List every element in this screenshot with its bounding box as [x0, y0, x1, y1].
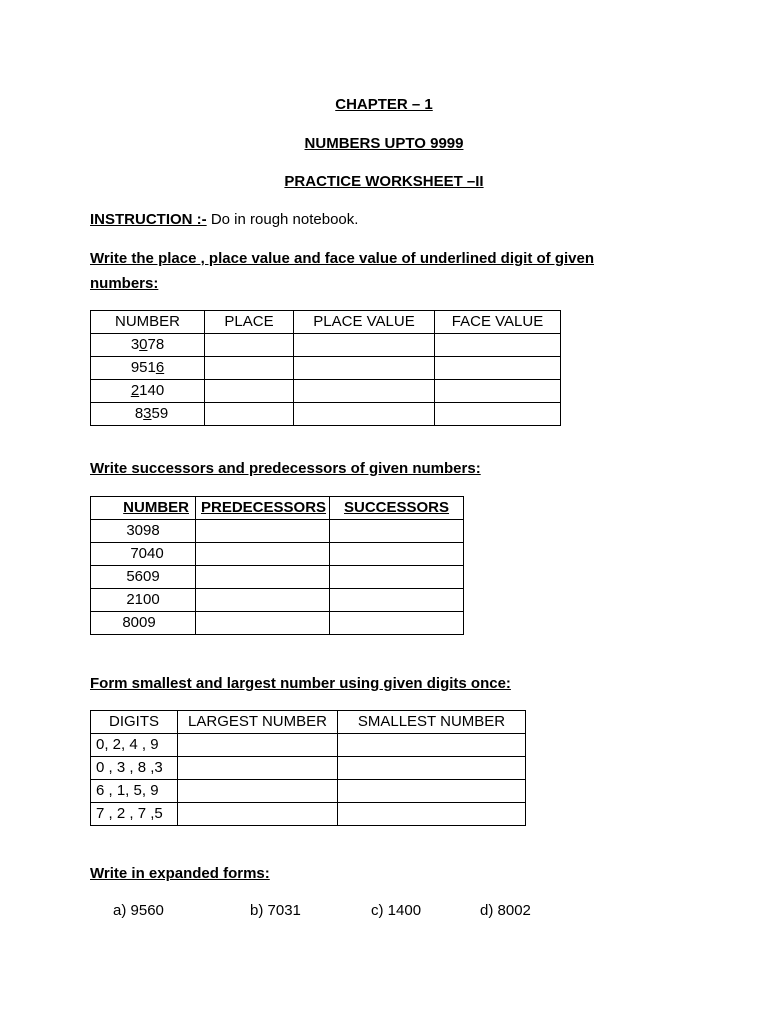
number-cell: 8009: [91, 612, 196, 635]
answer-cell[interactable]: [178, 734, 338, 757]
answer-cell[interactable]: [435, 357, 561, 380]
answer-cell[interactable]: [178, 803, 338, 826]
digits-cell: 0, 2, 4 , 9: [91, 734, 178, 757]
answer-cell[interactable]: [330, 520, 464, 543]
underlined-digit: 6: [155, 359, 165, 376]
table-header-row: [91, 311, 561, 334]
answer-cell[interactable]: [205, 357, 294, 380]
answer-cell[interactable]: [338, 803, 526, 826]
answer-cell[interactable]: [330, 612, 464, 635]
header-digits: DIGITS: [91, 711, 178, 734]
answer-cell[interactable]: [178, 780, 338, 803]
header-face-value: FACE VALUE: [435, 311, 561, 334]
answer-cell[interactable]: [330, 589, 464, 612]
answer-cell[interactable]: [178, 757, 338, 780]
topic-heading: NUMBERS UPTO 9999: [304, 135, 464, 152]
answer-cell[interactable]: [196, 612, 330, 635]
answer-cell[interactable]: [196, 543, 330, 566]
instruction-label: INSTRUCTION :-: [90, 211, 207, 228]
header-place: PLACE: [205, 311, 294, 334]
number-cell: 5609: [91, 566, 196, 589]
answer-cell[interactable]: [205, 403, 294, 426]
q3-title: Form smallest and largest number using given digits once:: [90, 675, 511, 692]
underlined-digit: 3: [143, 405, 152, 422]
answer-cell[interactable]: [294, 403, 435, 426]
expanded-item-d: d) 8002: [480, 902, 531, 919]
expanded-item-c: c) 1400: [371, 902, 422, 919]
table-row: [91, 520, 464, 543]
table-row: [91, 780, 526, 803]
header-number: NUMBER: [91, 311, 205, 334]
digits-cell: 6 , 1, 5, 9: [91, 780, 178, 803]
answer-cell[interactable]: [196, 589, 330, 612]
answer-cell[interactable]: [338, 734, 526, 757]
table-row: [91, 589, 464, 612]
answer-cell[interactable]: [196, 520, 330, 543]
header-place-value: PLACE VALUE: [294, 311, 435, 334]
successor-table: [90, 496, 464, 635]
number-cell: 2140: [91, 380, 205, 403]
table-row: [91, 734, 526, 757]
table-header-row: [91, 497, 464, 520]
header-successors: SUCCESSORS: [330, 497, 464, 520]
worksheet-heading: PRACTICE WORKSHEET –II: [284, 173, 484, 190]
place-value-table: [90, 310, 561, 426]
answer-cell[interactable]: [435, 403, 561, 426]
answer-cell[interactable]: [294, 334, 435, 357]
table-row: [91, 543, 464, 566]
digits-table: [90, 710, 526, 826]
chapter-heading: CHAPTER – 1: [335, 96, 433, 113]
table-row: [91, 380, 561, 403]
q4-title: Write in expanded forms:: [90, 865, 270, 882]
underlined-digit: 0: [139, 336, 148, 353]
answer-cell[interactable]: [338, 757, 526, 780]
expanded-item-a: a) 9560: [113, 902, 164, 919]
answer-cell[interactable]: [294, 380, 435, 403]
table-row: [91, 357, 561, 380]
answer-cell[interactable]: [294, 357, 435, 380]
answer-cell[interactable]: [330, 543, 464, 566]
number-cell: 9516: [91, 357, 205, 380]
number-cell: 2100: [91, 589, 196, 612]
number-cell: 3098: [91, 520, 196, 543]
instruction-line: [90, 211, 358, 228]
instruction-text: Do in rough notebook.: [206, 211, 359, 228]
q2-title: Write successors and predecessors of given numbers:: [90, 460, 481, 477]
header-predecessors: PREDECESSORS: [196, 497, 330, 520]
table-row: [91, 334, 561, 357]
table-header-row: [91, 711, 526, 734]
number-cell: 7040: [91, 543, 196, 566]
q1-title-line2: numbers:: [90, 275, 159, 292]
header-smallest: SMALLEST NUMBER: [338, 711, 526, 734]
number-cell: 3078: [91, 334, 205, 357]
q1-title-line1: Write the place , place value and face value of underlined digit of given: [90, 250, 595, 267]
number-cell: 8359: [91, 403, 205, 426]
digits-cell: 0 , 3 , 8 ,3: [91, 757, 178, 780]
answer-cell[interactable]: [435, 380, 561, 403]
expanded-item-b: b) 7031: [250, 902, 301, 919]
header-largest: LARGEST NUMBER: [178, 711, 338, 734]
underlined-digit: 2: [130, 382, 140, 399]
answer-cell[interactable]: [330, 566, 464, 589]
answer-cell[interactable]: [205, 334, 294, 357]
table-row: [91, 803, 526, 826]
header-number: NUMBER: [91, 497, 196, 520]
answer-cell[interactable]: [205, 380, 294, 403]
answer-cell[interactable]: [338, 780, 526, 803]
digits-cell: 7 , 2 , 7 ,5: [91, 803, 178, 826]
table-row: [91, 403, 561, 426]
answer-cell[interactable]: [435, 334, 561, 357]
table-row: [91, 757, 526, 780]
answer-cell[interactable]: [196, 566, 330, 589]
table-row: [91, 612, 464, 635]
table-row: [91, 566, 464, 589]
